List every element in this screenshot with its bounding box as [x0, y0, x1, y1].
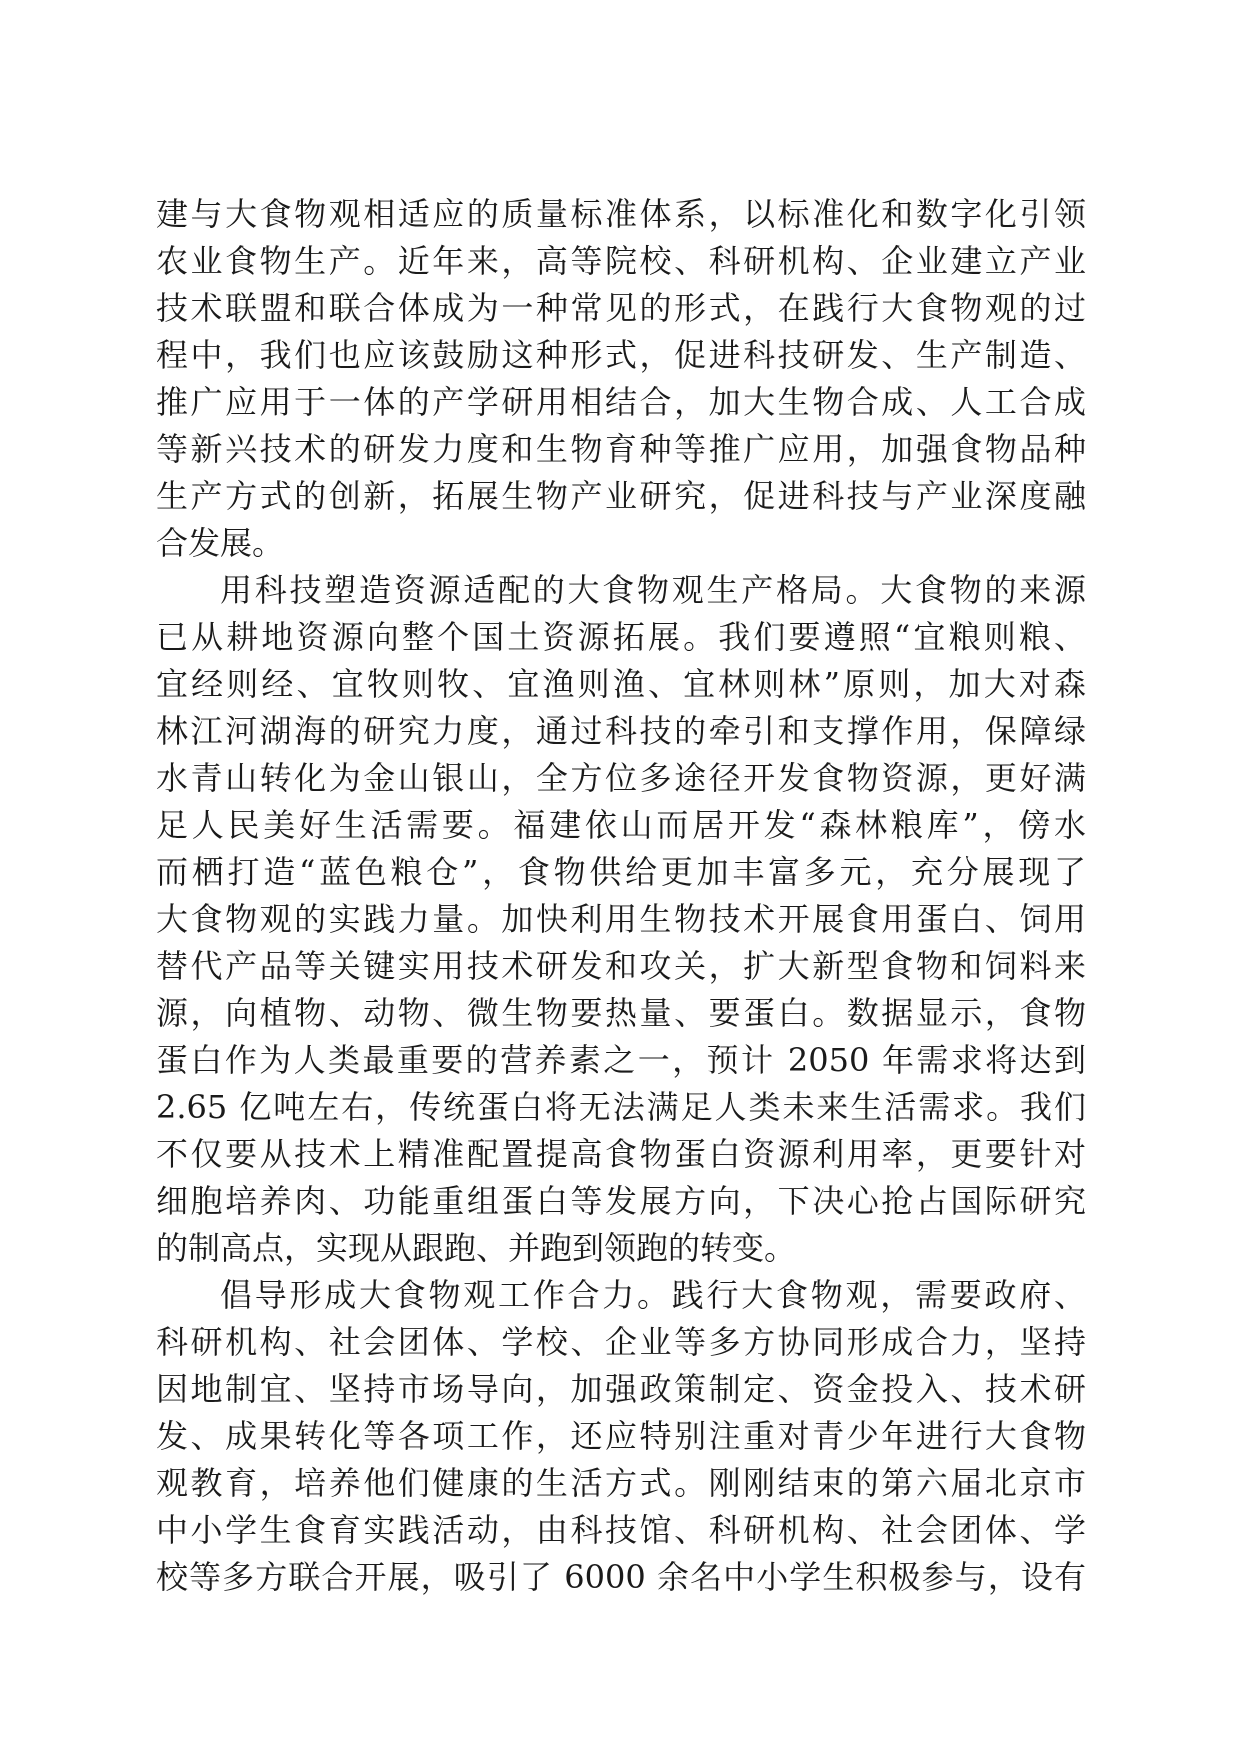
text-line: 合发展。 — [156, 524, 285, 562]
text-line: 观教育，培养他们健康的生活方式。刚刚结束的第六届北京市 — [156, 1464, 1086, 1502]
text-line: 大食物观的实践力量。加快利用生物技术开展食用蛋白、饲用 — [156, 900, 1086, 938]
text-line: 用科技塑造资源适配的大食物观生产格局。大食物的来源 — [220, 571, 1086, 609]
text-line: 校等多方联合开展，吸引了 6000 余名中小学生积极参与，设有 — [156, 1558, 1086, 1596]
text-line: 细胞培养肉、功能重组蛋白等发展方向，下决心抢占国际研究 — [156, 1182, 1086, 1220]
text-line: 技术联盟和联合体成为一种常见的形式，在践行大食物观的过 — [156, 289, 1086, 327]
text-line: 中小学生食育实践活动，由科技馆、科研机构、社会团体、学 — [156, 1511, 1086, 1549]
text-line: 宜经则经、宜牧则牧、宜渔则渔、宜林则林”原则，加大对森 — [156, 665, 1086, 703]
text-line: 而栖打造“蓝色粮仓”，食物供给更加丰富多元，充分展现了 — [156, 853, 1086, 891]
text-line: 足人民美好生活需要。福建依山而居开发“森林粮库”，傍水 — [156, 806, 1086, 844]
text-line: 发、成果转化等各项工作，还应特别注重对青少年进行大食物 — [156, 1417, 1086, 1455]
text-line: 的制高点，实现从跟跑、并跑到领跑的转变。 — [156, 1229, 797, 1267]
text-line: 等新兴技术的研发力度和生物育种等推广应用，加强食物品种 — [156, 430, 1086, 468]
text-line: 农业食物生产。近年来，高等院校、科研机构、企业建立产业 — [156, 242, 1086, 280]
text-line: 水青山转化为金山银山，全方位多途径开发食物资源，更好满 — [156, 759, 1086, 797]
paragraph — [156, 1272, 1086, 1601]
text-line: 科研机构、社会团体、学校、企业等多方协同形成合力，坚持 — [156, 1323, 1086, 1361]
text-line: 林江河湖海的研究力度，通过科技的牵引和支撑作用，保障绿 — [156, 712, 1086, 750]
text-line: 不仅要从技术上精准配置提高食物蛋白资源利用率，更要针对 — [156, 1135, 1086, 1173]
paragraph — [156, 567, 1086, 1272]
text-line: 倡导形成大食物观工作合力。践行大食物观，需要政府、 — [220, 1276, 1086, 1314]
text-line: 蛋白作为人类最重要的营养素之一，预计 2050 年需求将达到 — [156, 1041, 1086, 1079]
text-line: 因地制宜、坚持市场导向，加强政策制定、资金投入、技术研 — [156, 1370, 1086, 1408]
text-line: 程中，我们也应该鼓励这种形式，促进科技研发、生产制造、 — [156, 336, 1086, 374]
body-text — [156, 191, 1086, 1601]
text-line: 2.65 亿吨左右，传统蛋白将无法满足人类未来生活需求。我们 — [156, 1088, 1086, 1126]
text-line: 推广应用于一体的产学研用相结合，加大生物合成、人工合成 — [156, 383, 1086, 421]
text-line: 源，向植物、动物、微生物要热量、要蛋白。数据显示，食物 — [156, 994, 1086, 1032]
text-line: 生产方式的创新，拓展生物产业研究，促进科技与产业深度融 — [156, 477, 1086, 515]
text-line: 已从耕地资源向整个国土资源拓展。我们要遵照“宜粮则粮、 — [156, 618, 1086, 656]
text-line: 建与大食物观相适应的质量标准体系，以标准化和数字化引领 — [156, 195, 1086, 233]
paragraph — [156, 191, 1086, 567]
text-line: 替代产品等关键实用技术研发和攻关，扩大新型食物和饲料来 — [156, 947, 1086, 985]
